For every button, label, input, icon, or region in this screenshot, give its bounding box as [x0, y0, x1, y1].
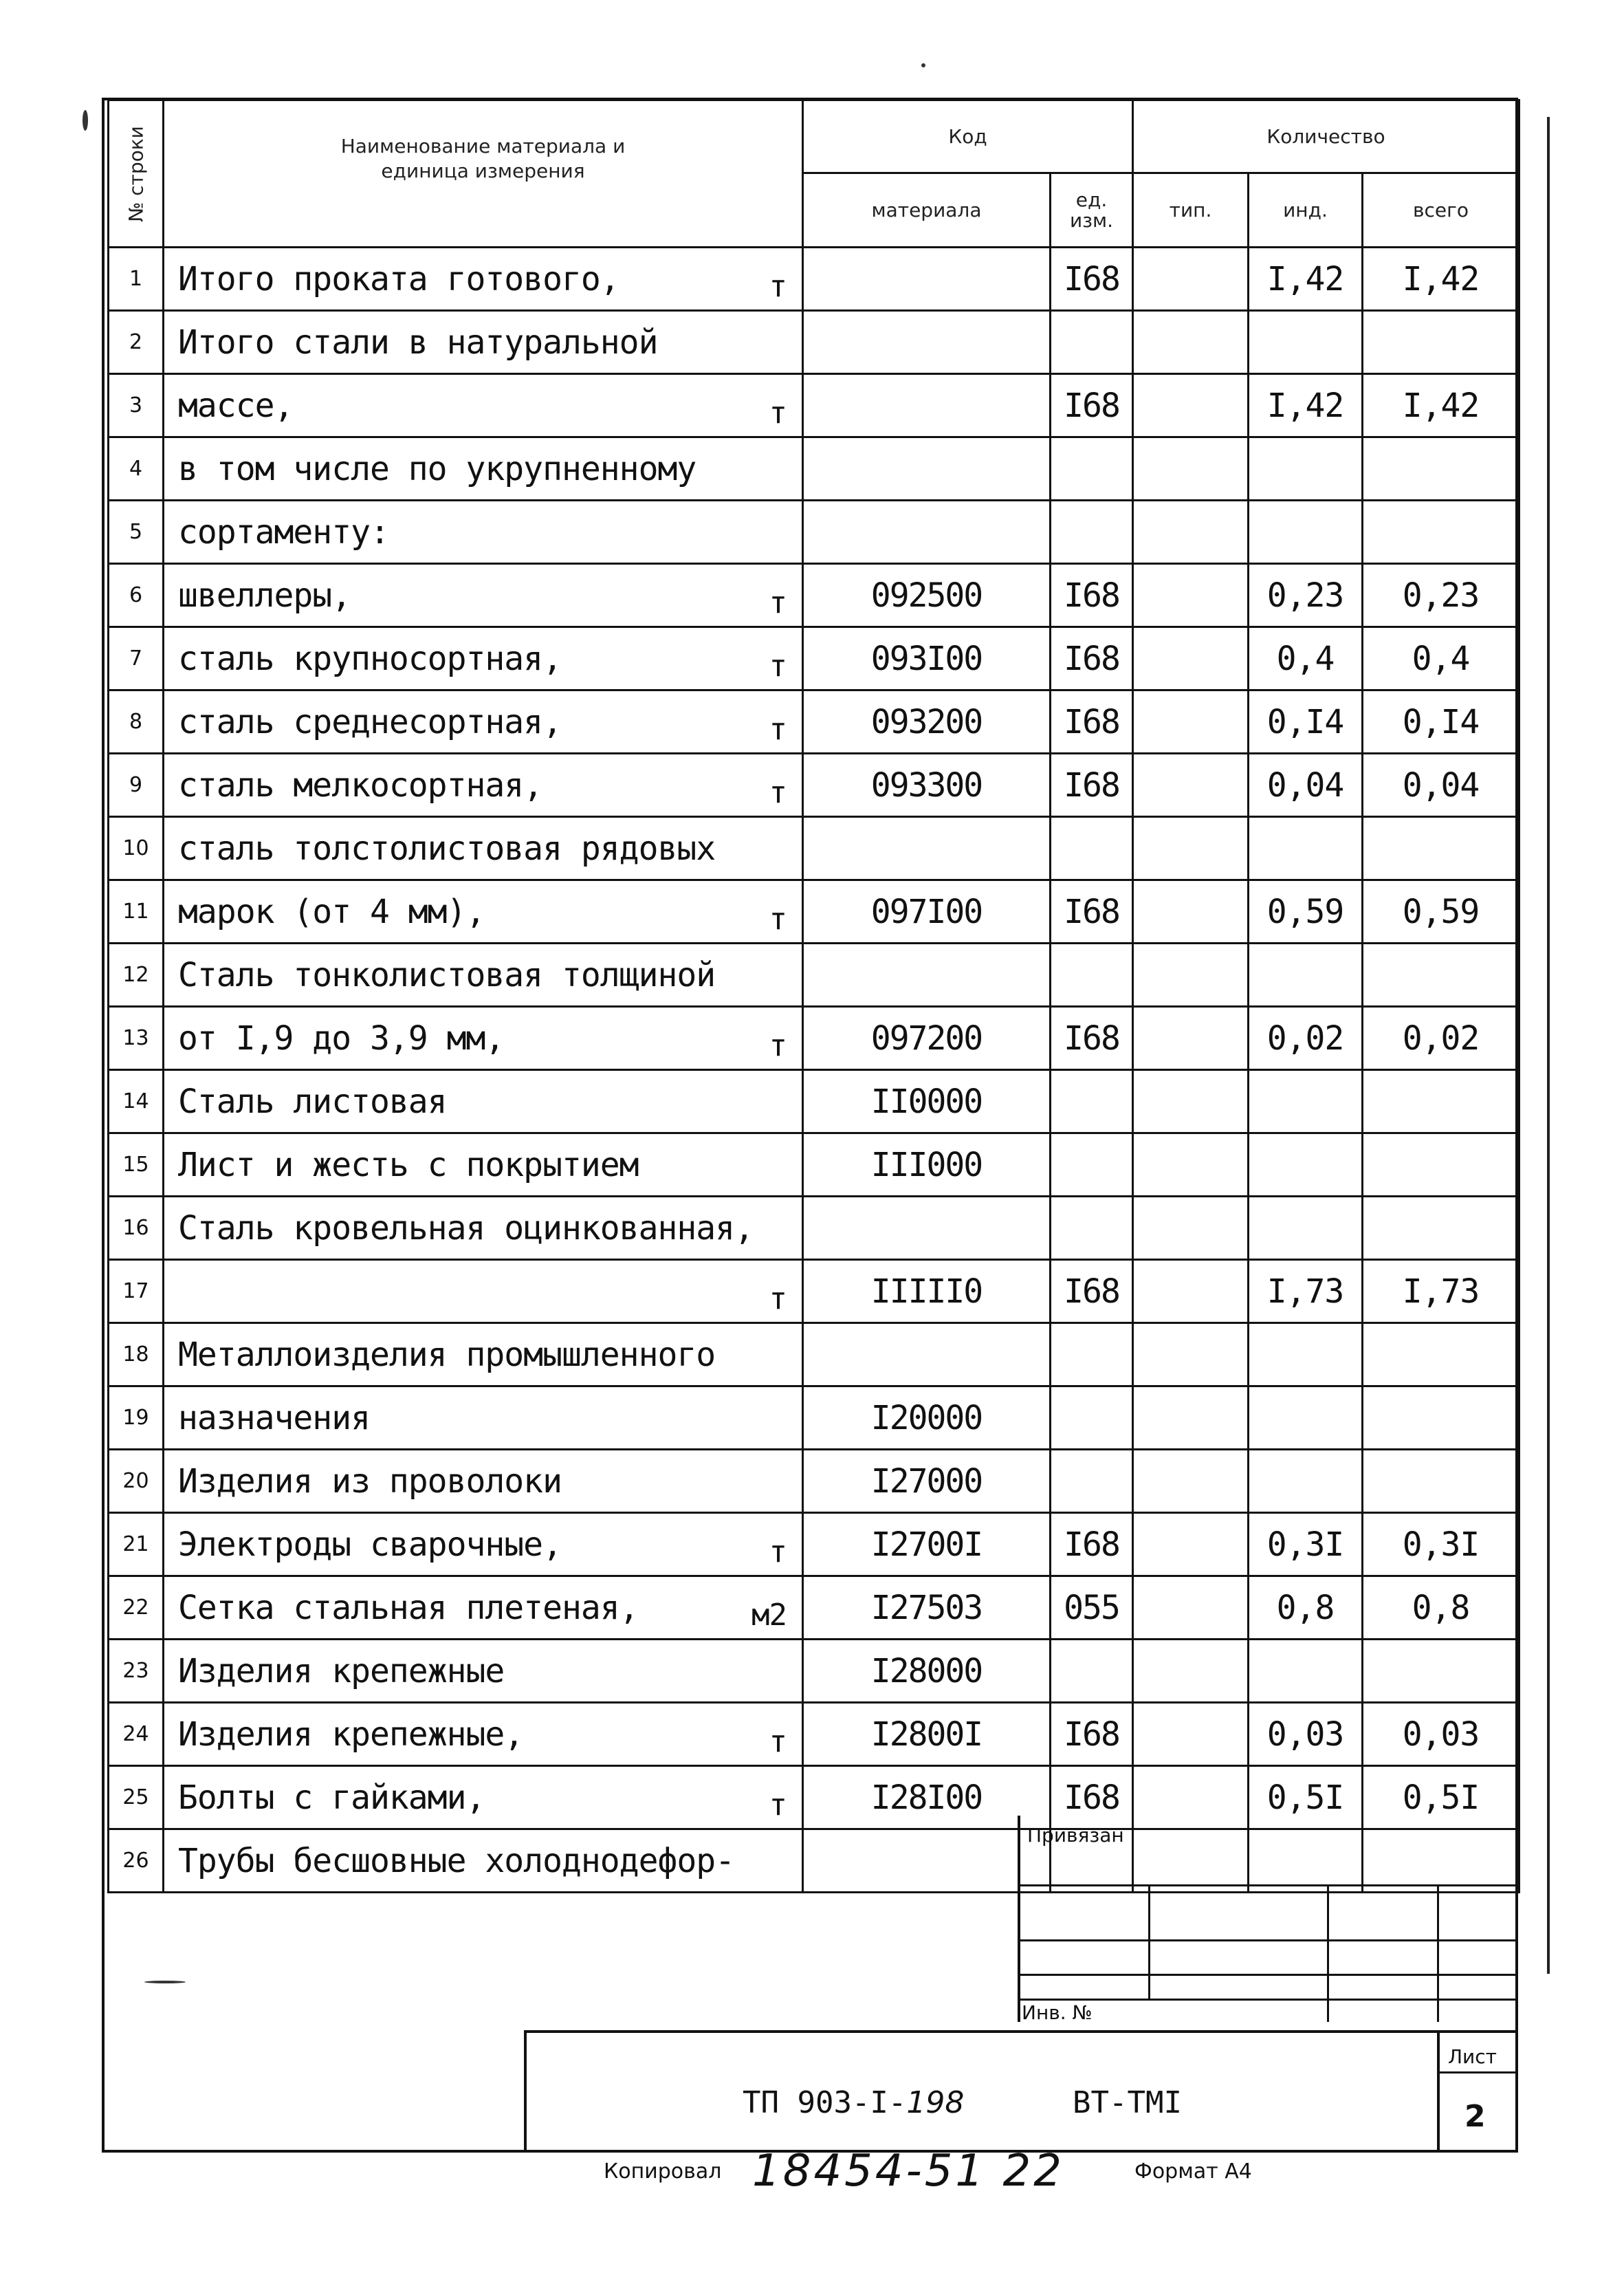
qty-type — [1133, 1576, 1249, 1640]
qty-type — [1133, 1070, 1249, 1133]
qty-type — [1133, 1513, 1249, 1576]
table-row — [109, 1070, 1519, 1133]
material-name-text: Сталь тонколистовая толщиной — [178, 955, 716, 994]
material-name — [164, 754, 803, 817]
material-name-text: Итого стали в натуральной — [178, 323, 658, 362]
table-row — [109, 311, 1519, 374]
qty-type — [1133, 564, 1249, 627]
table-row — [109, 564, 1519, 627]
material-name-text: сортаменту: — [178, 512, 389, 552]
table-row — [109, 1007, 1519, 1070]
material-name-text: Сталь листовая — [178, 1082, 447, 1121]
qty-ind — [1249, 1450, 1363, 1513]
table-row — [109, 1703, 1519, 1766]
unit-code — [1051, 1197, 1133, 1260]
stamp-hline — [1018, 1939, 1518, 1941]
qty-type — [1133, 1829, 1249, 1893]
qty-total: I,42 — [1363, 248, 1519, 311]
material-code — [803, 311, 1051, 374]
table-row — [109, 1133, 1519, 1197]
qty-total — [1363, 1829, 1519, 1893]
row-number: 14 — [109, 1070, 164, 1133]
material-code — [803, 374, 1051, 437]
qty-type — [1133, 1640, 1249, 1703]
row-number: 15 — [109, 1133, 164, 1197]
qty-type — [1133, 944, 1249, 1007]
table-row — [109, 1576, 1519, 1640]
materials-table — [107, 99, 1520, 1893]
qty-ind: 0,8 — [1249, 1576, 1363, 1640]
qty-total — [1363, 1640, 1519, 1703]
header-code-group: Код — [803, 100, 1133, 173]
material-name-text: в том числе по укрупненному — [178, 449, 696, 488]
material-name-text: от I,9 до 3,9 мм, — [178, 1019, 505, 1058]
material-name — [164, 880, 803, 944]
unit-code: I68 — [1051, 1007, 1133, 1070]
qty-total: 0,23 — [1363, 564, 1519, 627]
material-code: II0000 — [803, 1070, 1051, 1133]
qty-type — [1133, 1703, 1249, 1766]
stamp-vline — [1437, 1884, 1439, 2022]
row-number: 2 — [109, 311, 164, 374]
material-name-text: Изделия из проволоки — [178, 1461, 562, 1501]
row-number: 16 — [109, 1197, 164, 1260]
row-number: 24 — [109, 1703, 164, 1766]
table-row — [109, 1197, 1519, 1260]
qty-ind: 0,I4 — [1249, 690, 1363, 754]
qty-ind: 0,02 — [1249, 1007, 1363, 1070]
qty-total: 0,03 — [1363, 1703, 1519, 1766]
material-code: 093200 — [803, 690, 1051, 754]
material-code: I27000 — [803, 1450, 1051, 1513]
stamp-linked-label: Привязан — [1027, 1824, 1124, 1847]
qty-ind — [1249, 437, 1363, 501]
row-number: 6 — [109, 564, 164, 627]
qty-type — [1133, 817, 1249, 880]
unit-code: I68 — [1051, 564, 1133, 627]
unit-code — [1051, 1640, 1133, 1703]
unit-code — [1051, 1133, 1133, 1197]
material-code: I28000 — [803, 1640, 1051, 1703]
sheet-number: 2 — [1464, 2099, 1486, 2134]
document-code-handwritten: 198 — [906, 2085, 965, 2120]
qty-total: 0,59 — [1363, 880, 1519, 944]
material-name-text: назначения — [178, 1398, 370, 1437]
title-block-sheet-hline — [1437, 2071, 1518, 2073]
unit-code — [1051, 1450, 1133, 1513]
qty-type — [1133, 1450, 1249, 1513]
table-row — [109, 1513, 1519, 1576]
material-code — [803, 437, 1051, 501]
qty-ind: 0,03 — [1249, 1703, 1363, 1766]
row-number: 18 — [109, 1323, 164, 1386]
row-number: 19 — [109, 1386, 164, 1450]
unit-code: I68 — [1051, 1513, 1133, 1576]
unit-code: I68 — [1051, 1703, 1133, 1766]
row-number: 26 — [109, 1829, 164, 1893]
qty-ind: 0,4 — [1249, 627, 1363, 690]
material-name — [164, 1766, 803, 1829]
qty-type — [1133, 1260, 1249, 1323]
row-number: 21 — [109, 1513, 164, 1576]
material-unit: т — [769, 269, 787, 304]
material-unit: т — [769, 902, 787, 937]
table-row — [109, 880, 1519, 944]
table-row — [109, 1640, 1519, 1703]
unit-code: I68 — [1051, 248, 1133, 311]
qty-ind: 0,3I — [1249, 1513, 1363, 1576]
material-name — [164, 1386, 803, 1450]
scan-speck — [144, 1981, 186, 1983]
qty-ind — [1249, 817, 1363, 880]
material-unit: т — [769, 775, 787, 810]
unit-code: I68 — [1051, 690, 1133, 754]
material-name — [164, 374, 803, 437]
material-code: I28I00 — [803, 1766, 1051, 1829]
table-row — [109, 374, 1519, 437]
material-name-text: Металлоизделия промышленного — [178, 1335, 716, 1374]
material-name — [164, 1640, 803, 1703]
material-name-text: сталь мелкосортная, — [178, 765, 543, 805]
qty-ind — [1249, 1133, 1363, 1197]
unit-code — [1051, 501, 1133, 564]
table-row — [109, 1450, 1519, 1513]
qty-type — [1133, 1007, 1249, 1070]
row-number: 22 — [109, 1576, 164, 1640]
material-code — [803, 817, 1051, 880]
qty-ind: 0,5I — [1249, 1766, 1363, 1829]
material-name-text: Сталь кровельная оцинкованная, — [178, 1208, 754, 1248]
material-name-text: сталь среднесортная, — [178, 702, 562, 741]
qty-type — [1133, 754, 1249, 817]
material-name-text: Сетка стальная плетеная, — [178, 1588, 639, 1627]
row-number: 5 — [109, 501, 164, 564]
scan-speck — [83, 110, 88, 131]
unit-code — [1051, 1323, 1133, 1386]
table-row — [109, 627, 1519, 690]
qty-total: 0,04 — [1363, 754, 1519, 817]
qty-ind — [1249, 311, 1363, 374]
material-unit: т — [769, 395, 787, 431]
header-qty-group: Количество — [1133, 100, 1519, 173]
material-code — [803, 1197, 1051, 1260]
qty-total — [1363, 1070, 1519, 1133]
qty-type — [1133, 627, 1249, 690]
scan-speck — [921, 63, 925, 67]
material-name — [164, 627, 803, 690]
qty-total: 0,I4 — [1363, 690, 1519, 754]
material-name — [164, 1007, 803, 1070]
material-code: 097200 — [803, 1007, 1051, 1070]
stamp-hline — [1018, 1974, 1518, 1976]
table-row — [109, 1386, 1519, 1450]
unit-code: I68 — [1051, 1260, 1133, 1323]
unit-code — [1051, 817, 1133, 880]
qty-type — [1133, 374, 1249, 437]
unit-code: I68 — [1051, 374, 1133, 437]
row-number: 9 — [109, 754, 164, 817]
unit-code: I68 — [1051, 627, 1133, 690]
material-code — [803, 1323, 1051, 1386]
document-code — [743, 2085, 964, 2120]
material-unit: т — [769, 1534, 787, 1569]
unit-code: I68 — [1051, 880, 1133, 944]
material-unit: т — [769, 1281, 787, 1316]
row-number: 4 — [109, 437, 164, 501]
qty-ind — [1249, 1070, 1363, 1133]
material-unit: т — [769, 1787, 787, 1822]
material-name-text: швеллеры, — [178, 576, 351, 615]
row-number: 8 — [109, 690, 164, 754]
unit-code — [1051, 944, 1133, 1007]
material-name-text: Итого проката готового, — [178, 259, 619, 298]
material-unit: т — [769, 1724, 787, 1759]
stamp-inv-label: Инв. № — [1022, 2001, 1093, 2024]
qty-total — [1363, 1197, 1519, 1260]
header-name: Наименование материала и единица измерения — [164, 100, 803, 248]
material-name-text: Изделия крепежные, — [178, 1715, 524, 1754]
qty-total — [1363, 437, 1519, 501]
qty-total — [1363, 944, 1519, 1007]
material-name — [164, 1133, 803, 1197]
material-name — [164, 311, 803, 374]
material-code: 093300 — [803, 754, 1051, 817]
qty-total — [1363, 1386, 1519, 1450]
unit-code: I68 — [1051, 754, 1133, 817]
material-code — [803, 1829, 1051, 1893]
qty-ind — [1249, 1640, 1363, 1703]
table-row — [109, 690, 1519, 754]
stamp-hline — [1018, 1884, 1518, 1886]
material-unit: т — [769, 585, 787, 620]
material-code: I2700I — [803, 1513, 1051, 1576]
row-number: 25 — [109, 1766, 164, 1829]
table-row — [109, 817, 1519, 880]
material-name — [164, 1260, 803, 1323]
table-row — [109, 437, 1519, 501]
qty-total: 0,5I — [1363, 1766, 1519, 1829]
material-name — [164, 1070, 803, 1133]
stamp-left-line — [1018, 1816, 1020, 2022]
material-unit: т — [769, 1028, 787, 1063]
qty-total: I,42 — [1363, 374, 1519, 437]
unit-code: I68 — [1051, 1766, 1133, 1829]
qty-type — [1133, 1133, 1249, 1197]
qty-ind: I,73 — [1249, 1260, 1363, 1323]
material-name-text: Электроды сварочные, — [178, 1525, 562, 1564]
qty-ind — [1249, 1829, 1363, 1893]
material-code: I20000 — [803, 1386, 1051, 1450]
document-code-prefix: ТП 903-I- — [743, 2085, 907, 2120]
qty-type — [1133, 501, 1249, 564]
qty-total — [1363, 1323, 1519, 1386]
row-number: 1 — [109, 248, 164, 311]
header-code-unit: ед. изм. — [1051, 173, 1133, 248]
qty-type — [1133, 1323, 1249, 1386]
qty-total: 0,02 — [1363, 1007, 1519, 1070]
material-name — [164, 690, 803, 754]
qty-total — [1363, 817, 1519, 880]
qty-type — [1133, 1197, 1249, 1260]
row-number: 7 — [109, 627, 164, 690]
document-mark: ВТ-ТМI — [1073, 2085, 1182, 2120]
table-row — [109, 1260, 1519, 1323]
row-number: 11 — [109, 880, 164, 944]
qty-ind: 0,04 — [1249, 754, 1363, 817]
table-row — [109, 1766, 1519, 1829]
qty-total — [1363, 1450, 1519, 1513]
qty-ind: 0,59 — [1249, 880, 1363, 944]
qty-total: 0,4 — [1363, 627, 1519, 690]
row-number: 3 — [109, 374, 164, 437]
material-name-text: массе, — [178, 386, 294, 425]
qty-type — [1133, 311, 1249, 374]
table-row — [109, 248, 1519, 311]
row-number: 12 — [109, 944, 164, 1007]
material-code: I27503 — [803, 1576, 1051, 1640]
qty-type — [1133, 248, 1249, 311]
table-row — [109, 754, 1519, 817]
qty-ind: I,42 — [1249, 374, 1363, 437]
qty-ind: I,42 — [1249, 248, 1363, 311]
material-name — [164, 437, 803, 501]
material-name — [164, 817, 803, 880]
material-unit: т — [769, 649, 787, 684]
sheet-label: Лист — [1448, 2045, 1497, 2068]
row-number: 20 — [109, 1450, 164, 1513]
material-code — [803, 248, 1051, 311]
qty-total — [1363, 1133, 1519, 1197]
table-row — [109, 1829, 1519, 1893]
right-margin-line — [1547, 117, 1550, 1974]
stamp-hline — [1018, 1999, 1518, 2001]
material-code: IIIII0 — [803, 1260, 1051, 1323]
qty-total — [1363, 501, 1519, 564]
header-code-material: материала — [803, 173, 1051, 248]
qty-type — [1133, 1386, 1249, 1450]
unit-code — [1051, 437, 1133, 501]
header-row-no: № строки — [109, 100, 164, 248]
qty-ind: 0,23 — [1249, 564, 1363, 627]
qty-ind — [1249, 1197, 1363, 1260]
unit-code — [1051, 311, 1133, 374]
row-number: 10 — [109, 817, 164, 880]
material-code: 097I00 — [803, 880, 1051, 944]
qty-ind — [1249, 501, 1363, 564]
qty-ind — [1249, 1323, 1363, 1386]
row-number: 17 — [109, 1260, 164, 1323]
qty-type — [1133, 1766, 1249, 1829]
table-row — [109, 1323, 1519, 1386]
material-name — [164, 564, 803, 627]
material-name-text: марок (от 4 мм), — [178, 892, 485, 931]
material-name — [164, 1513, 803, 1576]
material-name-text: Лист и жесть с покрытием — [178, 1145, 639, 1184]
qty-type — [1133, 690, 1249, 754]
header-qty-type: тип. — [1133, 173, 1249, 248]
material-name-text: Изделия крепежные — [178, 1651, 505, 1690]
footer-copied-handwritten: 18454-51 22 — [752, 2146, 1064, 2197]
material-code — [803, 944, 1051, 1007]
footer-copied-label: Копировал — [604, 2159, 722, 2184]
material-code — [803, 501, 1051, 564]
material-name-text: Трубы бесшовные холоднодефор- — [178, 1841, 735, 1880]
header-qty-ind: инд. — [1249, 173, 1363, 248]
material-code: 092500 — [803, 564, 1051, 627]
title-block-left — [524, 2030, 527, 2153]
stamp-vline — [1148, 1884, 1150, 1999]
material-name-text: Болты с гайками, — [178, 1778, 485, 1817]
material-name-text: сталь крупносортная, — [178, 639, 562, 678]
material-code: III000 — [803, 1133, 1051, 1197]
qty-type — [1133, 437, 1249, 501]
title-block-sheet-divider — [1437, 2030, 1440, 2153]
footer-format-label: Формат А4 — [1134, 2159, 1252, 2184]
material-name — [164, 1703, 803, 1766]
material-name — [164, 1576, 803, 1640]
unit-code: 055 — [1051, 1576, 1133, 1640]
unit-code — [1051, 1070, 1133, 1133]
qty-type — [1133, 880, 1249, 944]
qty-total: I,73 — [1363, 1260, 1519, 1323]
material-name — [164, 501, 803, 564]
qty-total: 0,3I — [1363, 1513, 1519, 1576]
material-code: 093I00 — [803, 627, 1051, 690]
row-number: 13 — [109, 1007, 164, 1070]
material-unit: м2 — [751, 1598, 787, 1633]
material-code: I2800I — [803, 1703, 1051, 1766]
material-name-text: сталь толстолистовая рядовых — [178, 829, 716, 868]
unit-code — [1051, 1386, 1133, 1450]
material-name — [164, 1197, 803, 1260]
row-number: 23 — [109, 1640, 164, 1703]
header-qty-total: всего — [1363, 173, 1519, 248]
title-block-top — [524, 2030, 1518, 2033]
qty-total: 0,8 — [1363, 1576, 1519, 1640]
qty-total — [1363, 311, 1519, 374]
material-unit: т — [769, 712, 787, 747]
qty-ind — [1249, 1386, 1363, 1450]
material-name — [164, 1323, 803, 1386]
table-row — [109, 501, 1519, 564]
table-row — [109, 944, 1519, 1007]
material-name — [164, 944, 803, 1007]
material-name — [164, 1829, 803, 1893]
qty-ind — [1249, 944, 1363, 1007]
material-name — [164, 1450, 803, 1513]
material-name — [164, 248, 803, 311]
stamp-vline — [1327, 1884, 1329, 2022]
